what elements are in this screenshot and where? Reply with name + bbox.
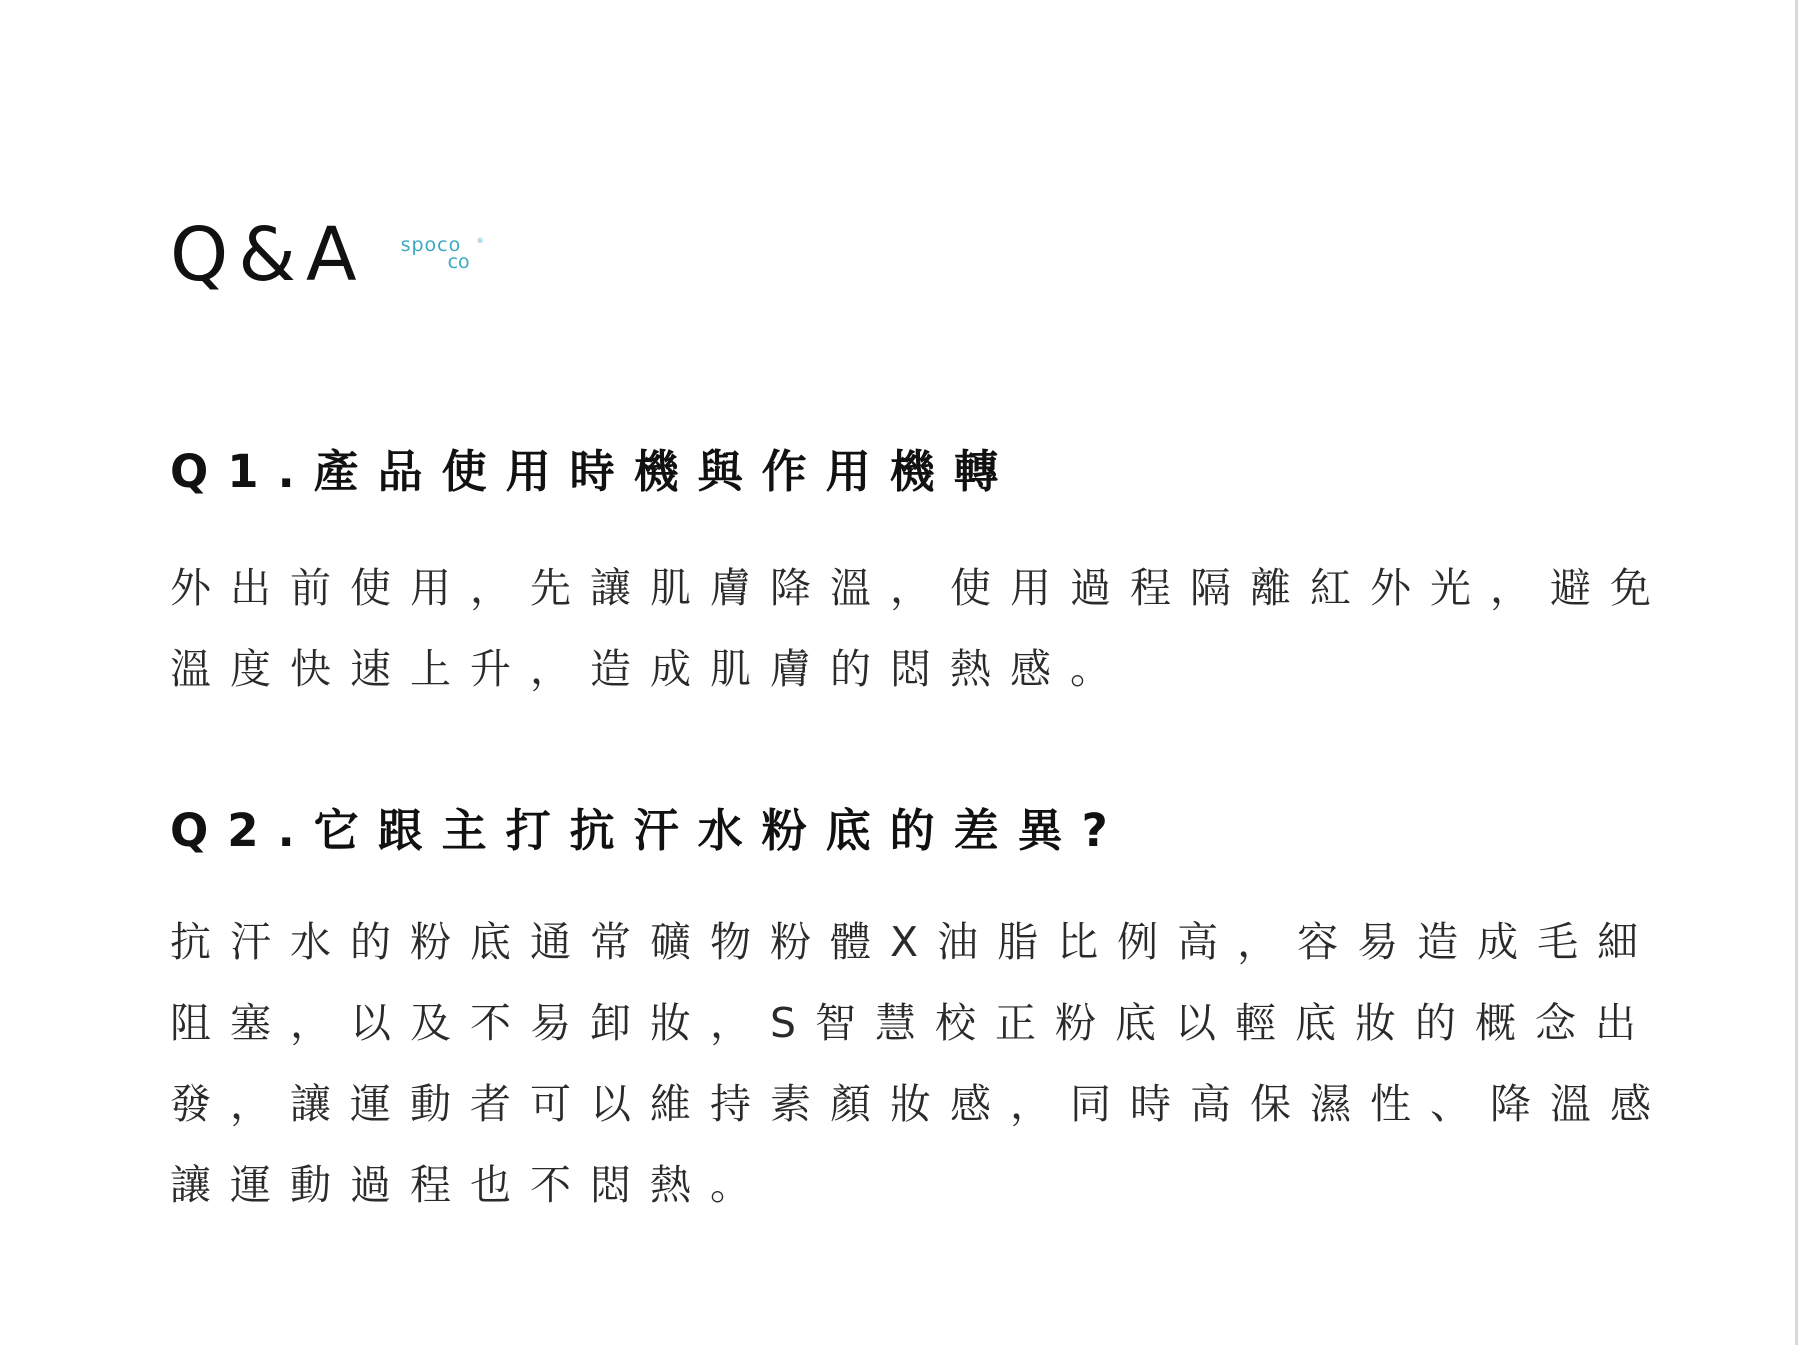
answer-1-line: 溫度快速上升，造成肌膚的悶熱感。 bbox=[170, 645, 1130, 693]
answer-2-line: 抗汗水的粉底通常礦物粉體X油脂比例高，容易造成毛細 bbox=[170, 918, 1658, 966]
logo-text-line1: spoco bbox=[400, 234, 462, 256]
answer-2-line: 發，讓運動者可以維持素顏妝感，同時高保濕性、降溫感 bbox=[170, 1080, 1670, 1128]
page-title: Q&A bbox=[170, 212, 367, 298]
question-1-heading: Q1.產品使用時機與作用機轉 bbox=[170, 445, 1018, 498]
answer-2-line: 讓運動過程也不悶熱。 bbox=[170, 1161, 770, 1209]
answer-2-paragraph bbox=[170, 902, 1670, 1226]
answer-2-line: 阻塞，以及不易卸妝，S智慧校正粉底以輕底妝的概念出 bbox=[170, 999, 1656, 1047]
question-2-heading: Q2.它跟主打抗汗水粉底的差異? bbox=[170, 804, 1127, 857]
page-header bbox=[170, 212, 484, 298]
logo-text-line2: co bbox=[447, 251, 470, 273]
answer-1-paragraph bbox=[170, 548, 1670, 710]
logo-registered-mark: ® bbox=[476, 237, 484, 245]
brand-logo bbox=[400, 234, 484, 278]
answer-1-line: 外出前使用，先讓肌膚降溫，使用過程隔離紅外光，避免 bbox=[170, 564, 1670, 612]
